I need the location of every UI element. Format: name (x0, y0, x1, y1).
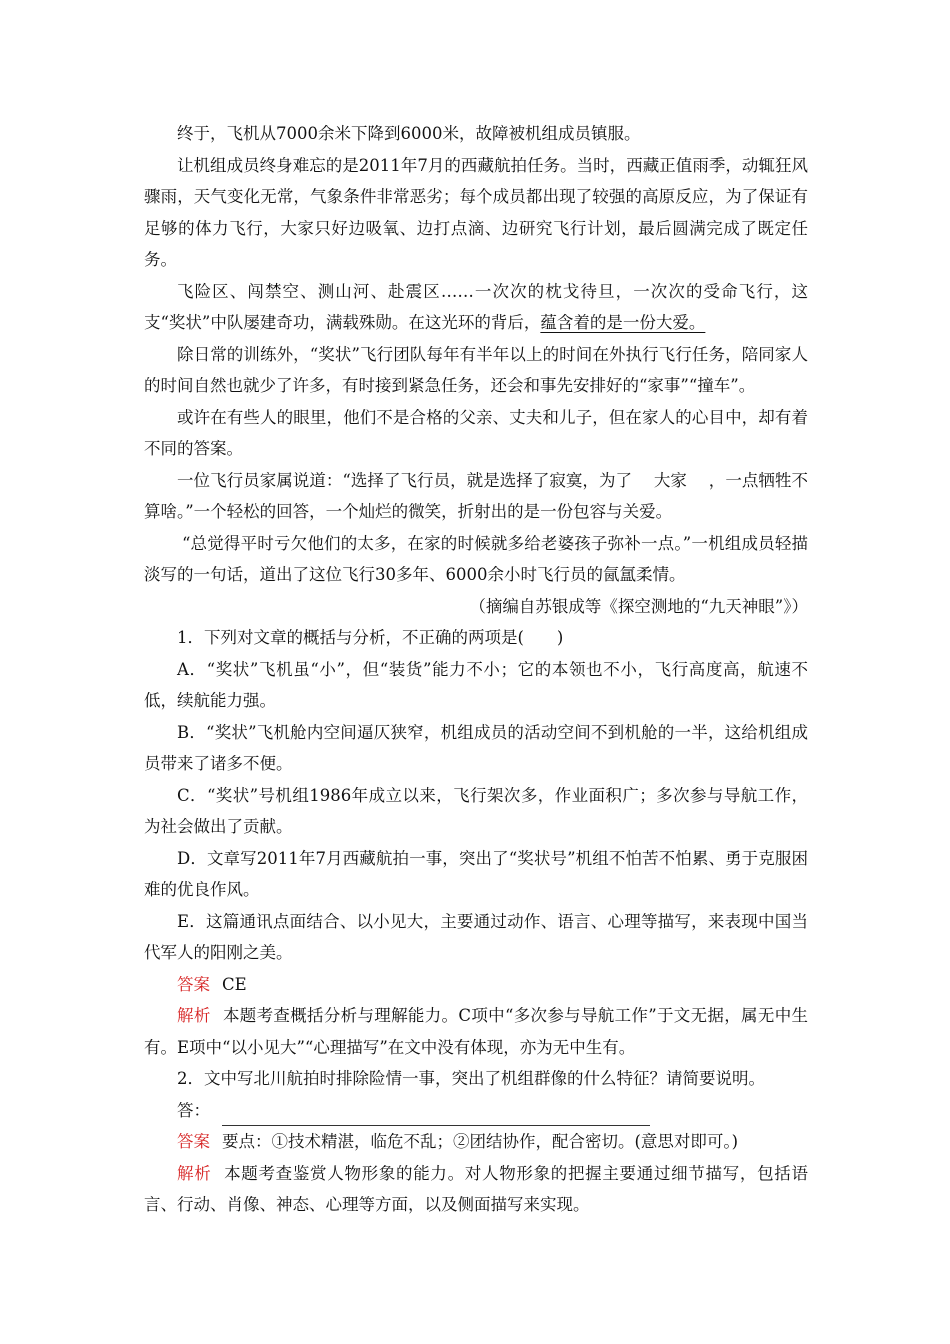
answer-prompt-label: 答： (177, 1100, 210, 1120)
question-2-answer (144, 1126, 808, 1158)
question-1-option-d: D．文章写2011年7月西藏航拍一事，突出了“奖状号”机组不怕苦不怕累、勇于克服困难的优良作风。 (144, 848, 808, 899)
question-1-option-b: B．“奖状”飞机舱内空间逼仄狭窄，机组成员的活动空间不到机舱的一半，这给机组成员带来了诸多不便。 (144, 722, 808, 773)
article-paragraph-6: 一位飞行员家属说道：“选择了飞行员，就是选择了寂寞，为了 大家 ，一点牺牲不算啥。”一个轻松的回答，一个灿烂的微笑，折射出的是一份包容与关爱。 (144, 470, 808, 521)
question-1-option-c: C．“奖状”号机组1986年成立以来，飞行架次多，作业面积广；多次参与导航工作，为社会做出了贡献。 (144, 785, 808, 836)
analysis-text: 本题考查概括分析与理解能力。C项中“多次参与导航工作”于文无据，属无中生有。E项中“以小见大”“心理描写”在文中没有体现，亦为无中生有。 (144, 1006, 809, 1057)
analysis-label: 解析 (177, 1163, 212, 1183)
question-1-analysis (144, 1000, 808, 1063)
article-paragraph-7: “总觉得平时亏欠他们的太多，在家的时候就多给老婆孩子弥补一点。”一机组成员轻描淡写的一句话，道出了这位飞行30多年、6000余小时飞行员的氤氲柔情。 (144, 533, 808, 584)
article-paragraph-1: 终于，飞机从7000余米下降到6000米，故障被机组成员镇服。 (177, 124, 641, 143)
answer-label: 答案 (177, 1132, 210, 1151)
document-page (144, 118, 808, 1221)
question-2-answer-prompt (144, 1095, 808, 1127)
analysis-text: 本题考查鉴赏人物形象的能力。对人物形象的把握主要通过细节描写，包括语言、行动、肖像、神态、心理等方面，以及侧面描写来实现。 (144, 1163, 809, 1214)
question-2-analysis (144, 1158, 808, 1221)
analysis-label: 解析 (177, 1006, 211, 1025)
article-paragraph-2: 让机组成员终身难忘的是2011年7月的西藏航拍任务。当时，西藏正值雨季，动辄狂风骤雨，天气变化无常，气象条件非常恶劣；每个成员都出现了较强的高原反应，为了保证有足够的体力飞行，大家只好边吸氧、边打点滴、边研究飞行计划，最后圆满完成了既定任务。 (144, 155, 808, 269)
answer-value: 要点：①技术精湛，临危不乱；②团结协作，配合密切。(意思对即可。) (222, 1132, 739, 1151)
question-2-stem: 2．文中写北川航拍时排除险情一事，突出了机组群像的什么特征？请简要说明。 (177, 1069, 765, 1088)
article-paragraph-3-text: 飞险区、闯禁空、测山河、赴震区……一次次的枕戈待旦，一次次的受命飞行，这支“奖状”中队屡建奇功，满载殊勋。在这光环的背后， (144, 281, 808, 332)
question-1-option-a: A．“奖状”飞机虽“小”，但“装货”能力不小；它的本领也不小，飞行高度高，航速不低，续航能力强。 (144, 659, 808, 710)
article-source: （摘编自苏银成等《探空测地的“九天神眼”》） (469, 596, 808, 616)
underlined-sentence: 蕴含着的是一份大爱。 (540, 313, 706, 332)
article-paragraph-5: 或许在有些人的眼里，他们不是合格的父亲、丈夫和儿子，但在家人的心目中，却有着不同的答案。 (144, 407, 808, 458)
answer-value: CE (222, 974, 247, 994)
question-1-option-e: E．这篇通讯点面结合、以小见大，主要通过动作、语言、心理等描写，来表现中国当代军人的阳刚之美。 (144, 911, 808, 962)
question-1-answer (144, 969, 808, 1001)
article-paragraph-4: 除日常的训练外，“奖状”飞行团队每年有半年以上的时间在外执行飞行任务，陪同家人的时间自然也就少了许多，有时接到紧急任务，还会和事先安排好的“家事”“撞车”。 (144, 344, 808, 395)
article-paragraph-3 (144, 276, 808, 339)
question-1-stem: 1．下列对文章的概括与分析，不正确的两项是( ) (177, 628, 564, 647)
answer-blank-line[interactable] (222, 1105, 650, 1126)
answer-label: 答案 (177, 974, 210, 994)
